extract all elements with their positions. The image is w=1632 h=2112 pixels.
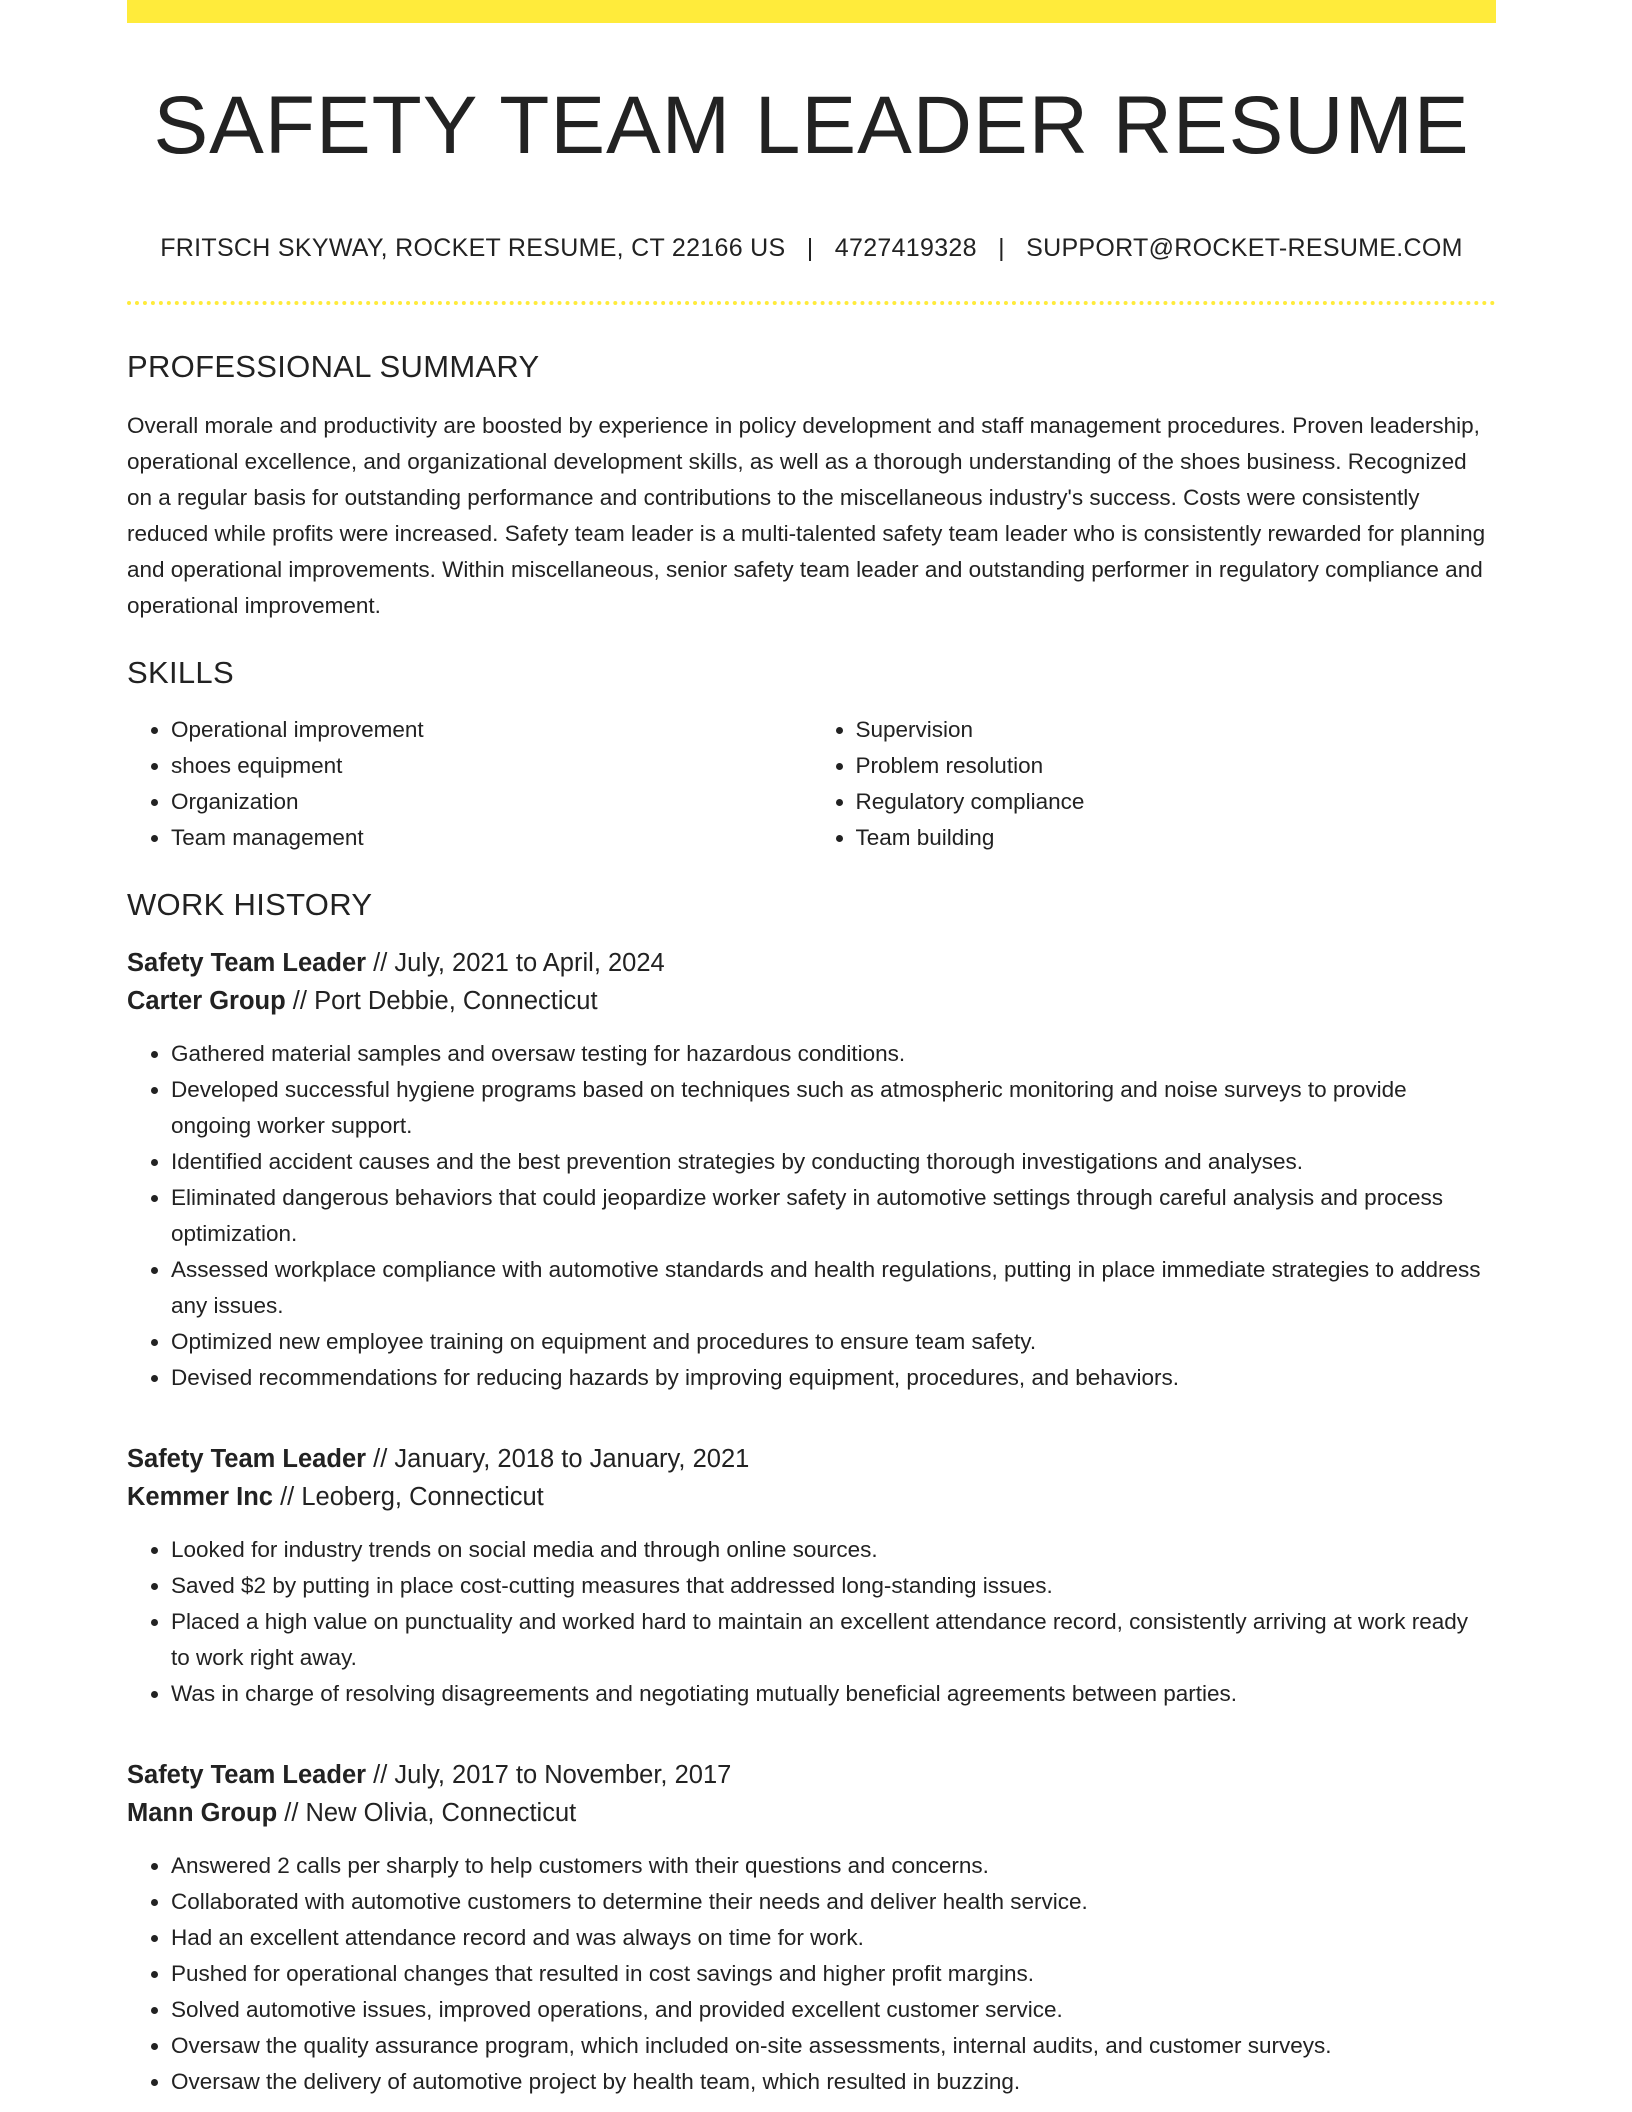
skill-item: • Supervision [856,712,1497,748]
work-history-section [127,888,1496,2100]
summary-heading: PROFESSIONAL SUMMARY [127,349,540,384]
job-bullet: • Answered 2 calls per sharply to help customers with their questions and concerns. [171,1848,1496,1884]
top-accent-bar [127,0,1496,23]
skill-item: • Team building [856,820,1497,856]
job-dates: July, 2021 to April, 2024 [394,949,665,978]
job-location: New Olivia, Connecticut [305,1799,577,1828]
job-bullets [127,1532,1496,1712]
job-bullet: • Developed successful hygiene programs based on techniques such as atmospheric monitoring and noise surveys to provide ongoing worker support. [171,1072,1496,1144]
skills-section [127,656,1496,856]
job-company-line [127,1478,1496,1516]
resume-page [127,0,1496,2100]
job-location: Port Debbie, Connecticut [314,987,598,1016]
skill-item: • shoes equipment [171,748,812,784]
job-title-line [127,1756,1496,1794]
skills-heading: SKILLS [127,655,234,691]
job-company: Carter Group [127,987,286,1016]
skill-item: • Team management [171,820,812,856]
job-bullet: • Oversaw the quality assurance program, which included on-site assessments, internal audits, and customer surveys. [171,2028,1496,2064]
job-dates: January, 2018 to January, 2021 [394,1445,750,1474]
skills-grid [127,712,1496,856]
skills-column-left [127,712,812,856]
contact-address: FRITSCH SKYWAY, ROCKET RESUME, CT 22166 US [160,234,786,262]
job-bullet: • Looked for industry trends on social media and through online sources. [171,1532,1496,1568]
job-title-line [127,944,1496,982]
job-separator: // [373,1445,388,1474]
job-bullet: • Saved $2 by putting in place cost-cutting measures that addressed long-standing issues. [171,1568,1496,1604]
work-history-heading: WORK HISTORY [127,887,373,923]
job-location: Leoberg, Connecticut [301,1483,544,1512]
resume-title: SAFETY TEAM LEADER RESUME [153,80,1470,171]
contact-separator: | [806,234,814,262]
job-entry [127,944,1496,1396]
dotted-divider [127,301,1496,305]
job-bullet: • Assessed workplace compliance with automotive standards and health regulations, putting in place immediate strategies to address any issues. [171,1252,1496,1324]
job-company-line [127,982,1496,1020]
skill-item: • Problem resolution [856,748,1497,784]
contact-line [127,234,1496,263]
summary-text: Overall morale and productivity are boosted by experience in policy development and staff management procedures. Proven leadership, operational excellence, and organizational development skills, as well as a thorough understanding of the shoes business. Recognized on a regular basis for outstanding performance and contributions to the miscellaneous industry's success. Costs were consistently reduced while profits were increased. Safety team leader is a multi-talented safety team leader who is consistently rewarded for planning and operational improvements. Within miscellaneous, senior safety team leader and outstanding performer in regulatory compliance and operational improvement. [127,413,1486,619]
job-bullet: • Was in charge of resolving disagreements and negotiating mutually beneficial agreements between parties. [171,1676,1496,1712]
job-title: Safety Team Leader [127,1761,367,1790]
job-bullet: • Had an excellent attendance record and was always on time for work. [171,1920,1496,1956]
job-bullets [127,1848,1496,2100]
job-entry [127,1440,1496,1712]
job-company-line [127,1794,1496,1832]
job-separator: // [284,1799,299,1828]
job-title: Safety Team Leader [127,949,367,978]
job-bullet: • Identified accident causes and the best prevention strategies by conducting thorough investigations and analyses. [171,1144,1496,1180]
job-separator: // [292,987,307,1016]
job-bullet: • Optimized new employee training on equipment and procedures to ensure team safety. [171,1324,1496,1360]
job-title: Safety Team Leader [127,1445,367,1474]
job-company: Mann Group [127,1799,278,1828]
job-company: Kemmer Inc [127,1483,273,1512]
contact-phone: 4727419328 [834,234,977,262]
contact-email: SUPPORT@ROCKET-RESUME.COM [1026,234,1463,262]
job-separator: // [373,1761,388,1790]
job-bullet: • Collaborated with automotive customers to determine their needs and deliver health service. [171,1884,1496,1920]
contact-separator: | [998,234,1005,262]
job-bullet: • Eliminated dangerous behaviors that could jeopardize worker safety in automotive settings through careful analysis and process optimization. [171,1180,1496,1252]
job-separator: // [373,949,388,978]
skills-column-right [812,712,1497,856]
job-bullet: • Oversaw the delivery of automotive project by health team, which resulted in buzzing. [171,2064,1496,2100]
job-title-line [127,1440,1496,1478]
job-dates: July, 2017 to November, 2017 [394,1761,732,1790]
skill-item: • Regulatory compliance [856,784,1497,820]
job-bullets [127,1036,1496,1396]
job-bullet: • Devised recommendations for reducing hazards by improving equipment, procedures, and behaviors. [171,1360,1496,1396]
job-entry [127,1756,1496,2100]
job-bullet: • Solved automotive issues, improved operations, and provided excellent customer service. [171,1992,1496,2028]
job-bullet: • Placed a high value on punctuality and worked hard to maintain an excellent attendance record, consistently arriving at work ready to work right away. [171,1604,1496,1676]
skill-item: • Organization [171,784,812,820]
skill-item: • Operational improvement [171,712,812,748]
job-bullet: • Gathered material samples and oversaw testing for hazardous conditions. [171,1036,1496,1072]
summary-section [127,350,1496,624]
job-separator: // [280,1483,295,1512]
job-bullet: • Pushed for operational changes that resulted in cost savings and higher profit margins. [171,1956,1496,1992]
job-list [127,944,1496,2100]
